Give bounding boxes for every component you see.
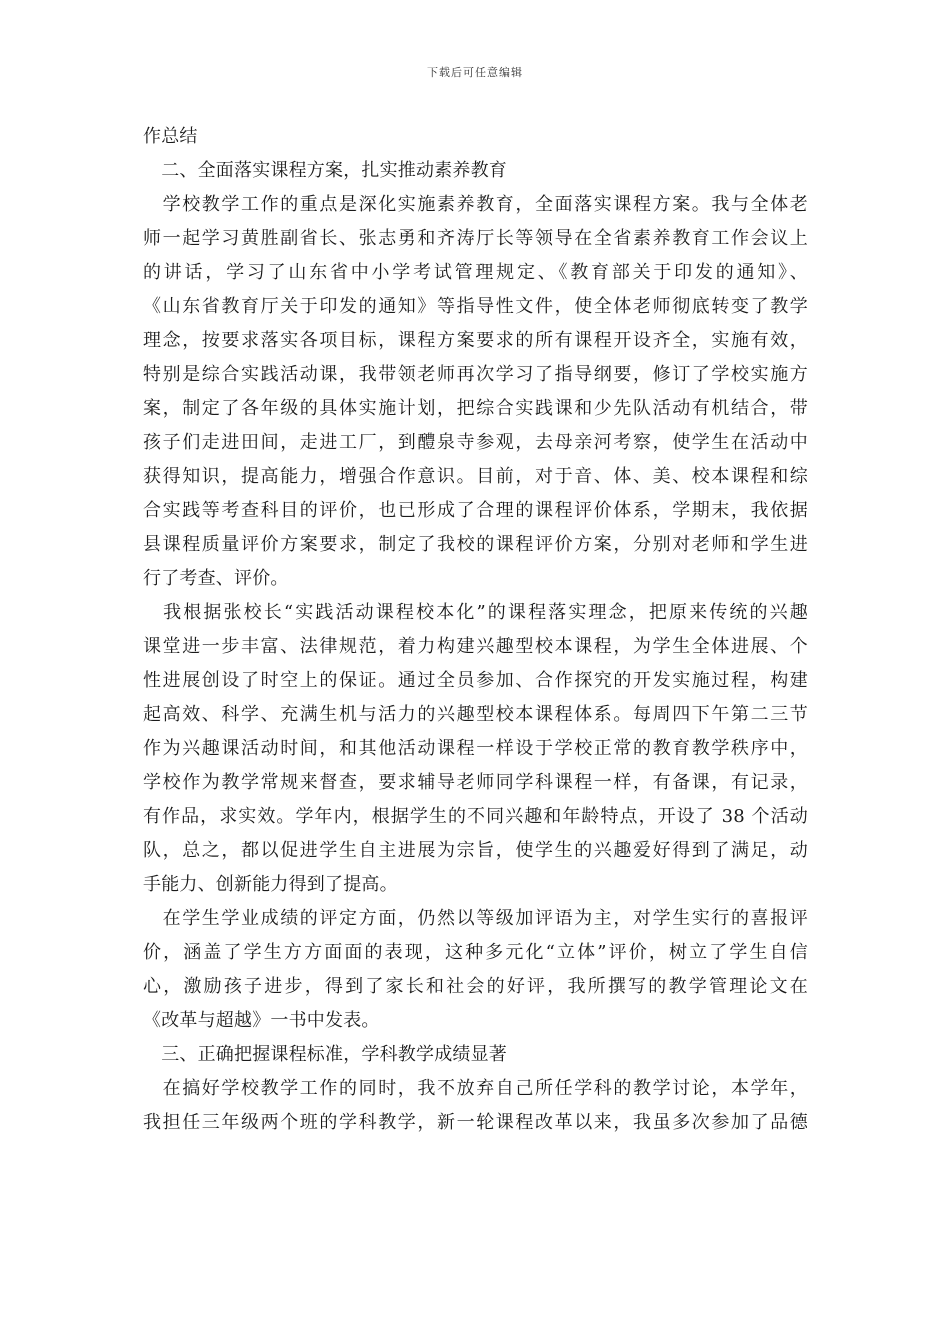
- text-line: 二、全面落实课程方案，扎实推动素养教育: [143, 160, 507, 181]
- document-body: [143, 120, 808, 1140]
- text-line: 课堂进一步丰富、法律规范，着力构建兴趣型校本课程，为学生全体进展、个: [143, 636, 808, 657]
- text-line: 县课程质量评价方案要求，制定了我校的课程评价方案，分别对老师和学生进: [143, 534, 808, 555]
- text-line: 我担任三年级两个班的学科教学，新一轮课程改革以来，我虽多次参加了品德: [143, 1112, 808, 1133]
- text-line: 的讲话，学习了山东省中小学考试管理规定、《教育部关于印发的通知》、: [143, 262, 808, 283]
- text-line: 心，激励孩子进步，得到了家长和社会的好评，我所撰写的教学管理论文在: [143, 976, 808, 997]
- text-line: 价，涵盖了学生方方面面的表现，这种多元化“立体”评价，树立了学生自信: [143, 942, 808, 963]
- text-line: 手能力、创新能力得到了提高。: [143, 874, 398, 895]
- text-line: 案，制定了各年级的具体实施计划，把综合实践课和少先队活动有机结合，带: [143, 398, 808, 419]
- text-line: 《山东省教育厅关于印发的通知》等指导性文件，使全体老师彻底转变了教学: [143, 296, 808, 317]
- text-line: 起高效、科学、充满生机与活力的兴趣型校本课程体系。每周四下午第二三节: [143, 704, 808, 725]
- text-line: 《改革与超越》一书中发表。: [143, 1010, 380, 1031]
- text-line: 作总结: [143, 126, 198, 147]
- text-line: 有作品，求实效。学年内，根据学生的不同兴趣和年龄特点，开设了 38 个活动: [143, 806, 808, 827]
- text-line: 行了考查、评价。: [143, 568, 289, 589]
- text-line: 孩子们走进田间，走进工厂，到醴泉寺参观，去母亲河考察，使学生在活动中: [143, 432, 808, 453]
- text-line: 特别是综合实践活动课，我带领老师再次学习了指导纲要，修订了学校实施方: [143, 364, 808, 385]
- text-line: 队，总之，都以促进学生自主进展为宗旨，使学生的兴趣爱好得到了满足，动: [143, 840, 808, 861]
- text-line: 学校作为教学常规来督查，要求辅导老师同学科课程一样，有备课，有记录，: [143, 772, 808, 793]
- text-line: 在搞好学校教学工作的同时，我不放弃自己所任学科的教学讨论，本学年，: [143, 1078, 808, 1099]
- text-line: 获得知识，提高能力，增强合作意识。目前，对于音、体、美、校本课程和综: [143, 466, 808, 487]
- text-line: 理念，按要求落实各项目标，课程方案要求的所有课程开设齐全，实施有效，: [143, 330, 808, 351]
- text-line: 学校教学工作的重点是深化实施素养教育，全面落实课程方案。我与全体老: [143, 194, 808, 215]
- text-line: 三、正确把握课程标准，学科教学成绩显著: [143, 1044, 507, 1065]
- text-line: 师一起学习黄胜副省长、张志勇和齐涛厅长等领导在全省素养教育工作会议上: [143, 228, 808, 249]
- page-header-note: 下载后可任意编辑: [427, 66, 523, 79]
- text-line: 性进展创设了时空上的保证。通过全员参加、合作探究的开发实施过程，构建: [143, 670, 808, 691]
- text-line: 作为兴趣课活动时间，和其他活动课程一样设于学校正常的教育教学秩序中，: [143, 738, 808, 759]
- text-line: 我根据张校长“实践活动课程校本化”的课程落实理念，把原来传统的兴趣: [143, 602, 808, 623]
- text-line: 合实践等考查科目的评价，也已形成了合理的课程评价体系，学期末，我依据: [143, 500, 808, 521]
- text-line: 在学生学业成绩的评定方面，仍然以等级加评语为主，对学生实行的喜报评: [143, 908, 808, 929]
